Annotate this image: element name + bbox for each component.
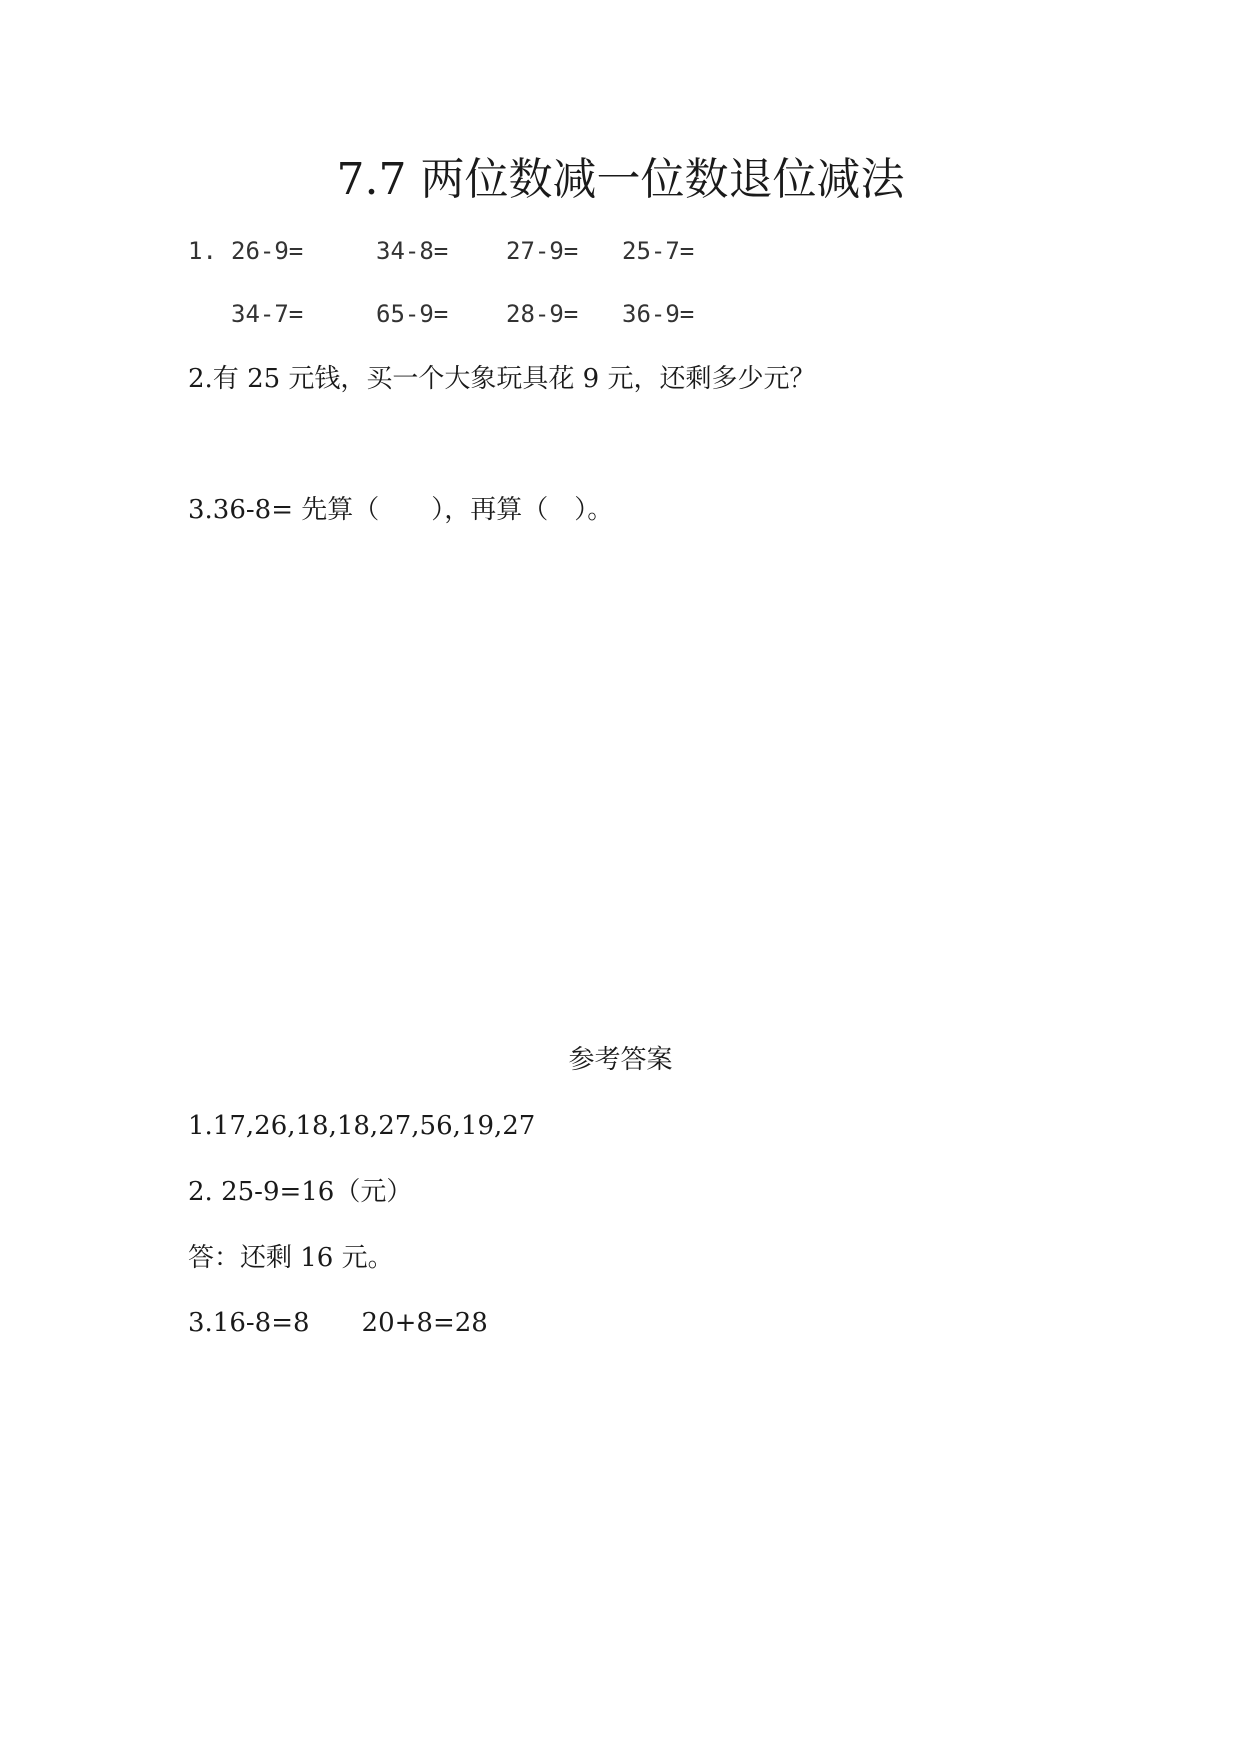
answer-2: 2. 25-9=16（元） bbox=[188, 1177, 413, 1207]
question-1-row-2 bbox=[188, 294, 748, 334]
answer-1: 1.17,26,18,18,27,56,19,27 bbox=[188, 1111, 536, 1141]
q1-problem-5: 34-7= bbox=[231, 300, 304, 328]
q1-problem-7: 28-9= bbox=[506, 300, 579, 328]
q1-problem-2: 34-8= bbox=[376, 237, 449, 265]
q1-problem-1: 26-9= bbox=[231, 237, 304, 265]
q1-problem-6: 65-9= bbox=[376, 300, 449, 328]
q1-problem-4: 25-7= bbox=[622, 237, 695, 265]
answer-heading: 参考答案 bbox=[568, 1045, 673, 1075]
page-title: 7.7 两位数减一位数退位减法 bbox=[336, 154, 905, 205]
answer-2-statement: 答：还剩 16 元。 bbox=[188, 1243, 394, 1273]
q1-problem-3: 27-9= bbox=[506, 237, 579, 265]
answer-3: 3.16-8=8 20+8=28 bbox=[188, 1308, 488, 1338]
question-1-number: 1. bbox=[188, 237, 217, 265]
question-1-row-1 bbox=[188, 231, 748, 271]
question-3: 3.36-8= 先算（ ），再算（ ）。 bbox=[188, 495, 614, 525]
q1-problem-8: 36-9= bbox=[622, 300, 695, 328]
question-2: 2.有 25 元钱，买一个大象玩具花 9 元，还剩多少元？ bbox=[188, 364, 816, 394]
